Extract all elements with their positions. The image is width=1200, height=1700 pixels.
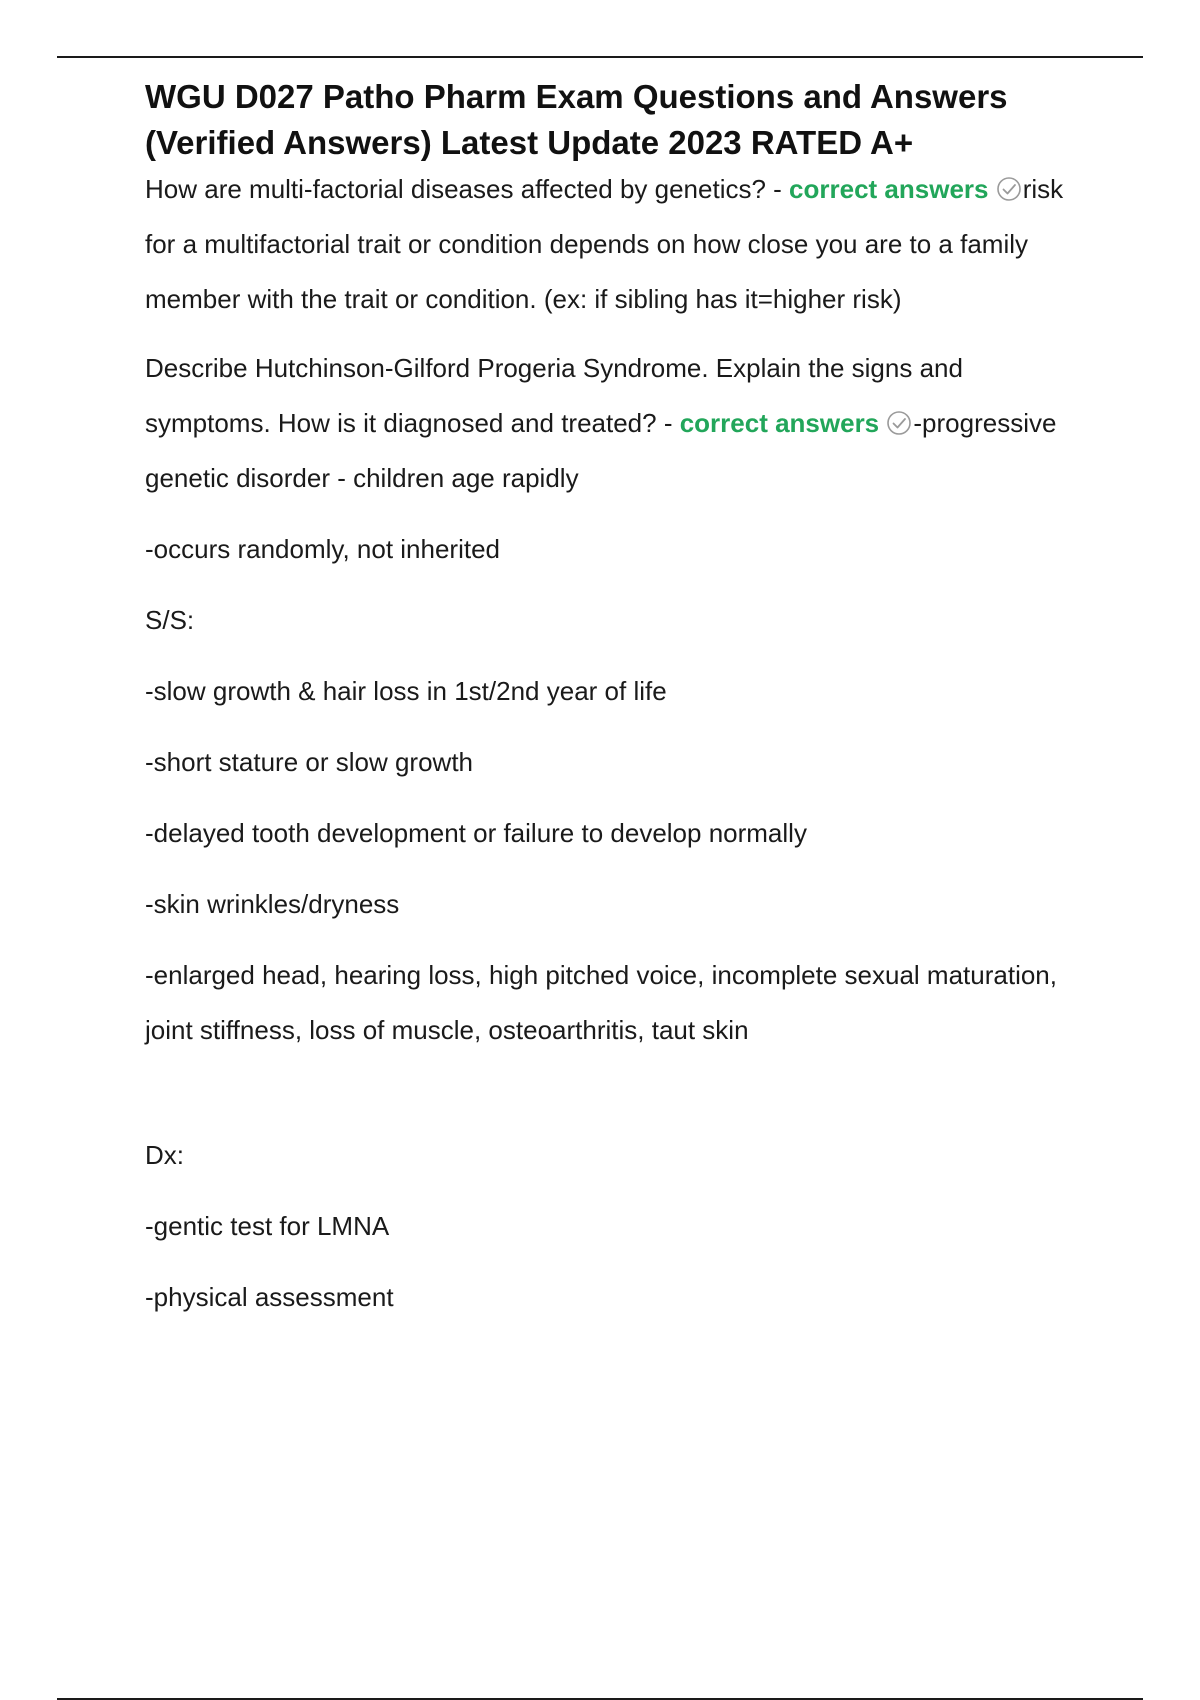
question-item <box>145 162 1085 327</box>
correct-answers-label: correct answers <box>789 174 989 204</box>
correct-answers-label: correct answers <box>679 408 880 438</box>
check-circle-icon <box>996 176 1022 202</box>
paragraph: -skin wrinkles/dryness <box>145 889 400 919</box>
paragraph: S/S: <box>145 605 195 635</box>
paragraph: -short stature or slow growth <box>145 747 474 777</box>
paragraph: Dx: <box>145 1140 184 1170</box>
answer-text: -progressive genetic disorder - children age rapidly <box>145 408 1057 493</box>
document-body <box>145 74 1085 1325</box>
paragraph: -enlarged head, hearing loss, high pitched voice, incomplete sexual maturation, joint stiffness, loss of muscle, osteoarthritis, taut skin <box>145 960 1057 1045</box>
top-rule <box>57 56 1143 58</box>
paragraph: -physical assessment <box>145 1282 394 1312</box>
question-item <box>145 341 1085 506</box>
document-title: WGU D027 Patho Pharm Exam Questions and Answers (Verified Answers) Latest Update 2023 RATED A+ <box>145 78 1008 161</box>
paragraph: -gentic test for LMNA <box>145 1211 390 1241</box>
question-text: How are multi-factorial diseases affected by genetics? - <box>145 174 790 204</box>
paragraph: -delayed tooth development or failure to develop normally <box>145 818 807 848</box>
paragraph: -slow growth & hair loss in 1st/2nd year of life <box>145 676 667 706</box>
check-circle-icon <box>886 410 912 436</box>
answer-text: risk for a multifactorial trait or condition depends on how close you are to a family member with the trait or condition. (ex: if sibling has it=higher risk) <box>145 174 1064 314</box>
paragraph: -occurs randomly, not inherited <box>145 534 501 564</box>
question-text: Describe Hutchinson-Gilford Progeria Syndrome. Explain the signs and symptoms. How is it diagnosed and treated? - <box>145 353 963 438</box>
